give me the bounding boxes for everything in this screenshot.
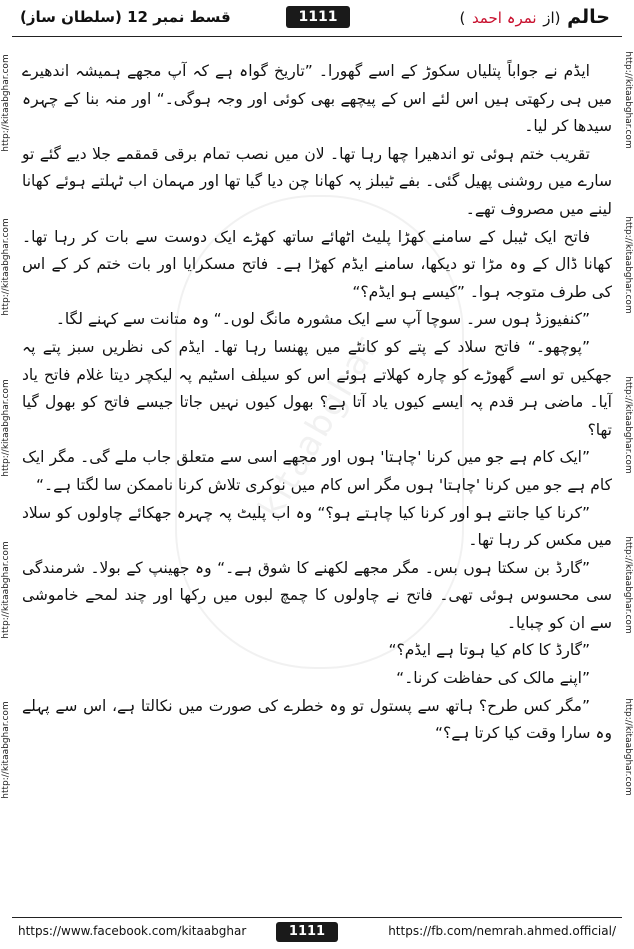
- page-header: [12, 6, 620, 36]
- side-link-right-1: http://kitaabghar.com: [623, 51, 633, 149]
- author-close: ): [459, 9, 466, 27]
- paragraph-10: ”اپنے مالک کی حفاظت کرنا۔“: [396, 669, 590, 688]
- paragraph-6: ”ایک کام ہے جو میں کرنا 'چاہتا' ہوں اور مجھے اسی سے متعلق جاب ملے گی۔ مگر ایک کام ہے جو میں کرنا 'چاہتا' ہوں مگر اس کام میں نوکری تلاش کرنا ناممکن سا لگتا ہے۔“: [22, 448, 612, 494]
- side-link-right-3: http://kitaabghar.com: [623, 376, 633, 474]
- paragraph-1: ایڈم نے جواباً پتلیاں سکوڑ کے اسے گھورا۔ ”تاریخ گواہ ہے کہ آپ مجھے ہمیشہ اندھیرے میں ہی رکھتی ہیں اس لئے اس کے پیچھے بھی کوئی اور وجہ ہوگی۔“ اور منہ بنا کے چہرہ سیدھا کر لیا۔: [22, 62, 612, 136]
- book-title-block: [459, 6, 610, 28]
- side-link-left-5: http://kitaabghar.com: [1, 701, 11, 799]
- header-page-number: 1111: [286, 6, 350, 28]
- facebook-kitaabghar-link[interactable]: https://www.facebook.com/kitaabghar: [18, 924, 247, 938]
- side-link-left-2: http://kitaabghar.com: [1, 218, 11, 316]
- paragraph-3: فاتح ایک ٹیبل کے سامنے کھڑا پلیٹ اٹھائے ساتھ کھڑے ایک دوست سے بات کر رہا تھا۔ کھانا ڈال کے وہ مڑا تو دیکھا، سامنے ایڈم کھڑا ہے۔ فاتح مسکرایا اور بات ختم کر کے اس کی طرف متوجہ ہوا۔ ”کیسے ہو ایڈم؟“: [22, 227, 612, 301]
- footer-page-number: 1111: [276, 922, 338, 942]
- book-title: حالم: [567, 6, 610, 28]
- page-body: [22, 58, 612, 748]
- episode-subtitle: (سلطان ساز): [20, 8, 122, 26]
- paragraph-5: ”پوچھو۔“ فاتح سلاد کے پتے کو کانٹے میں پھنسا رہا تھا۔ ایڈم کی نظریں سبز پتے پہ جھکیں تو اسے گھوڑے کو چارہ کھلاتے ہوئے اس کو سیلف اسٹیم پہ لیکچر دیتا غلام فاتح یاد آیا۔ ماضی ہر قدم پہ ایسے کیوں یاد آتا ہے؟ بھول کیوں نہیں جاتا جیسے فاتح کو بھول گیا تھا؟: [22, 337, 612, 439]
- paragraph-7: ”کرنا کیا جانتے ہو اور کرنا کیا چاہتے ہو؟“ وہ اب پلیٹ پہ چہرہ جھکائے چاولوں کو سلاد میں مکس کر رہا تھا۔: [22, 503, 612, 550]
- paragraph-9: ”گارڈ کا کام کیا ہوتا ہے ایڈم؟“: [388, 641, 590, 660]
- side-link-left-3: http://kitaabghar.com: [1, 379, 11, 477]
- episode-number: قسط نمبر 12: [127, 8, 231, 26]
- footer-divider: [12, 917, 622, 918]
- side-link-right-5: http://kitaabghar.com: [623, 698, 633, 796]
- episode-label: [20, 8, 231, 26]
- paragraph-8: ”گارڈ بن سکتا ہوں بس۔ مگر مجھے لکھنے کا شوق ہے۔“ وہ جھینپ کے بولا۔ شرمندگی سی محسوس ہوئی تھی۔ فاتح نے چاولوں کا چمچ لبوں میں رکھا اور چند لمحے خاموشی سے ان کو چبایا۔: [22, 558, 612, 632]
- header-divider: [12, 36, 622, 37]
- side-link-left-1: http://kitaabghar.com: [1, 54, 11, 152]
- page-footer: [12, 922, 622, 944]
- paragraph-4: ”کنفیوزڈ ہوں سر۔ سوچا آپ سے ایک مشورہ مانگ لوں۔“ وہ متانت سے کہنے لگا۔: [55, 310, 590, 329]
- paragraph-11: ”مگر کس طرح؟ ہاتھ سے پستول تو وہ خطرے کی صورت میں نکالتا ہے، اس سے پہلے وہ سارا وقت کیا کرتا ہے؟“: [22, 696, 612, 743]
- paragraph-2: تقریب ختم ہوئی تو اندھیرا چھا رہا تھا۔ لان میں نصب تمام برقی قمقمے جلا دیے گئے تو سارے میں روشنی پھیل گئی۔ بفے ٹیبلز پہ کھانا چن دیا گیا تھا اور مہمان اب ٹہلتے ہوئے کھانا لینے میں مصروف تھے۔: [22, 144, 612, 218]
- side-link-right-4: http://kitaabghar.com: [623, 536, 633, 634]
- side-link-right-2: http://kitaabghar.com: [623, 216, 633, 314]
- side-link-left-4: http://kitaabghar.com: [1, 541, 11, 639]
- facebook-author-link[interactable]: https://fb.com/nemrah.ahmed.official/: [388, 924, 616, 938]
- author-name: نمرہ احمد: [471, 9, 537, 27]
- author-open: (از: [543, 9, 561, 27]
- watermark-text: kitaabghar: [250, 328, 388, 526]
